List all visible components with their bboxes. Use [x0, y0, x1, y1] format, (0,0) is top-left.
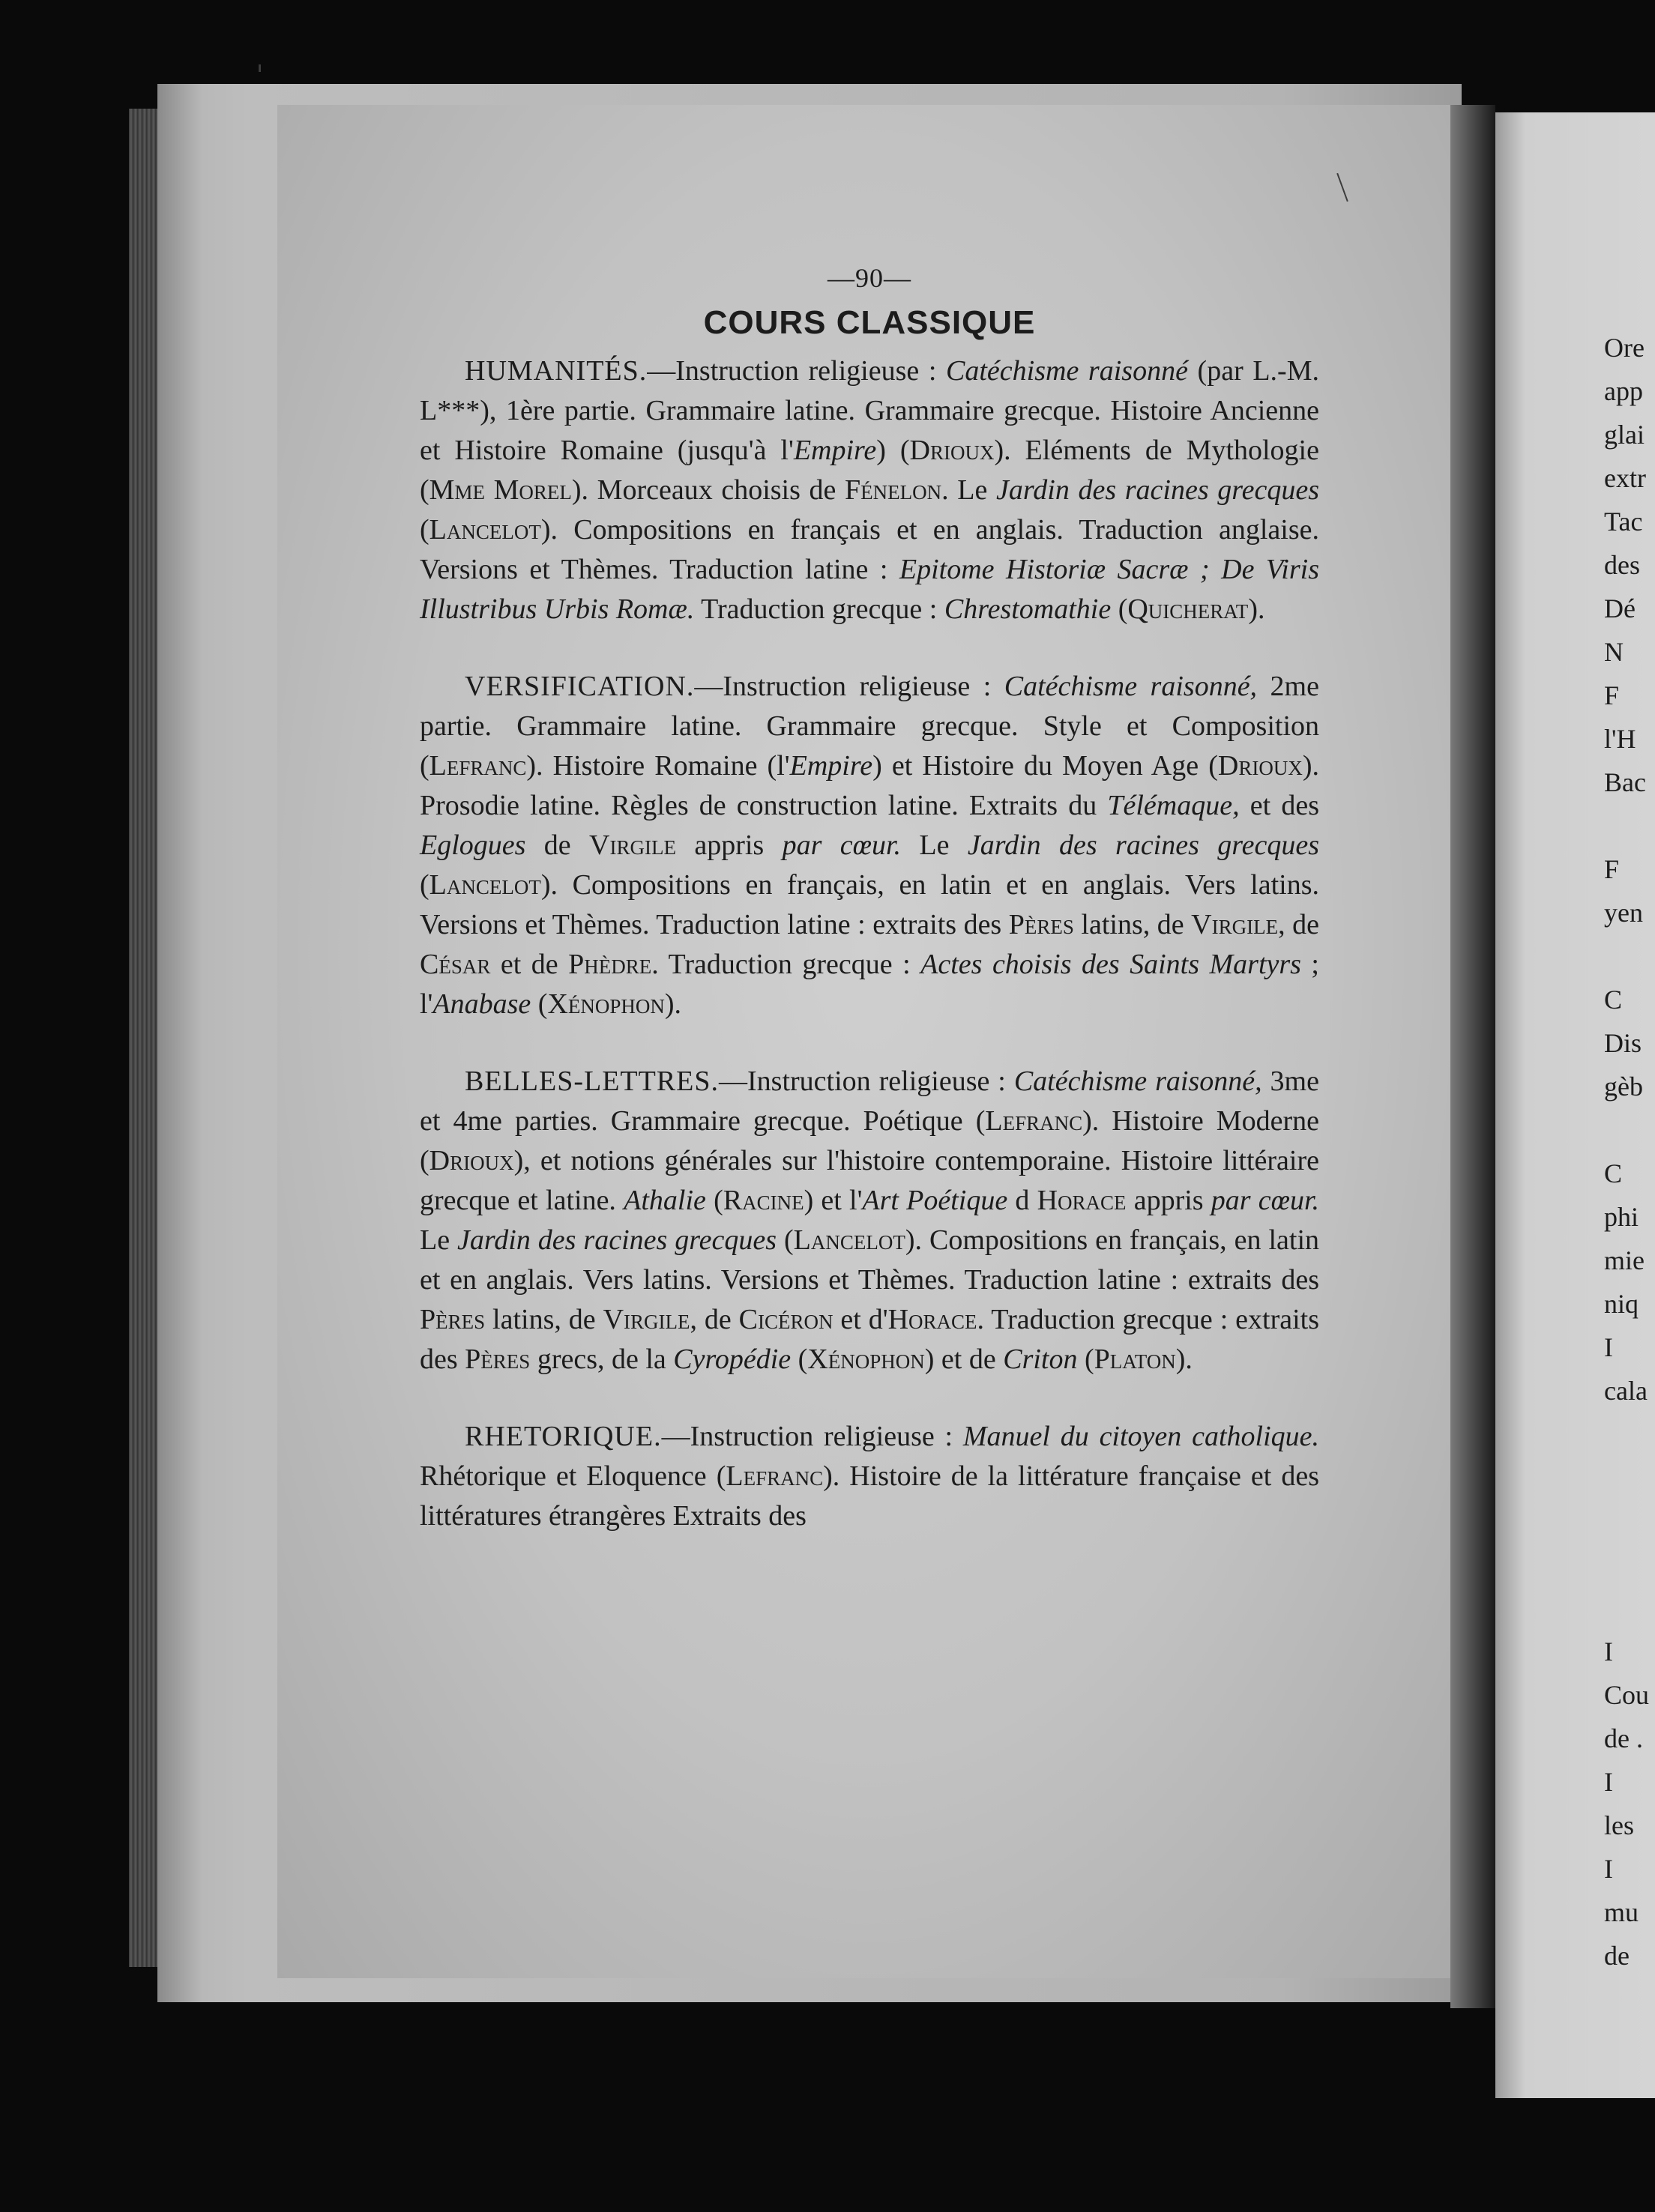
text-segment: ), et notions générales sur l'histoire contemporaine. Histoire littéraire grecque et latine. — [420, 1145, 1319, 1216]
italic-title: Empire — [793, 435, 877, 466]
right-page-line: Ore — [1604, 333, 1645, 363]
text-segment: ). Compositions en français et en anglais. Traduction anglaise. Versions et Thèmes. Traduction latine : — [420, 514, 1319, 585]
author-name: Virgile — [589, 830, 676, 861]
author-name: Quicherat — [1127, 593, 1249, 625]
author-name: Racine — [723, 1185, 804, 1216]
right-page-line: phi — [1604, 1202, 1639, 1232]
right-page-line: cala — [1604, 1376, 1648, 1406]
author-name: Lancelot — [429, 869, 541, 901]
right-page-line: mu — [1604, 1897, 1639, 1927]
italic-title: Epitome Historiæ Sacræ ; De Viris Illustribus Urbis Romæ. — [420, 554, 1319, 625]
italic-title: Art Poétique — [862, 1185, 1008, 1216]
author-name: Horace — [887, 1304, 977, 1335]
right-page-line: Cou — [1604, 1680, 1650, 1710]
italic-title: Télémaque, — [1107, 790, 1240, 821]
right-page-line: I — [1604, 1767, 1613, 1797]
right-page-line: app — [1604, 376, 1643, 406]
book-gutter — [1450, 105, 1495, 2008]
author-name: Drioux — [1217, 750, 1303, 782]
text-segment: , de — [690, 1304, 739, 1335]
right-page-line: glai — [1604, 420, 1645, 450]
right-page-line — [1604, 1456, 1655, 1499]
italic-title: Cyropédie — [673, 1344, 792, 1375]
text-segment: , de — [1278, 909, 1319, 940]
text-segment: appris — [1126, 1185, 1211, 1216]
right-page-line: les — [1604, 1810, 1634, 1840]
text-segment: ( — [531, 988, 548, 1020]
italic-title: par cœur. — [1211, 1185, 1320, 1216]
text-segment: ). Compositions en français, en latin et en anglais. Vers latins. Versions et Thèmes. Traduction latine : extraits des — [420, 1224, 1320, 1296]
paragraphs — [420, 351, 1319, 1536]
italic-title: Criton — [1003, 1344, 1078, 1375]
text-segment: ). Histoire de la littérature française et des littératures étrangères Extraits des — [420, 1460, 1320, 1532]
italic-title: Catéchisme raisonné, — [1004, 671, 1258, 702]
author-name: Pères — [465, 1344, 531, 1375]
text-segment: . Traduction grecque : — [651, 949, 921, 980]
author-name: Drioux — [909, 435, 995, 466]
paragraph-versification — [420, 667, 1319, 1024]
italic-title: Catéchisme raisonné, — [1013, 1066, 1262, 1097]
right-page-line: des — [1604, 550, 1640, 580]
text-segment: Le — [901, 830, 968, 861]
text-segment: ). Histoire Moderne ( — [420, 1105, 1319, 1176]
italic-title: par cœur. — [782, 830, 902, 861]
page-number: —90— — [828, 263, 911, 293]
right-page-line: I — [1604, 1637, 1613, 1666]
italic-title: Jardin des racines grecques — [996, 474, 1320, 506]
text-segment: et d' — [833, 1304, 888, 1335]
text-segment: ( — [705, 1185, 723, 1216]
text-segment: —Instruction religieuse : — [647, 355, 947, 387]
right-page-line — [1604, 804, 1655, 847]
author-name: Virgile — [1191, 909, 1279, 940]
text-segment: . Le — [941, 474, 997, 506]
text-segment: ). Histoire Romaine (l' — [526, 750, 790, 782]
text-segment: —Instruction religieuse : — [719, 1066, 1014, 1097]
text-segment: appris — [675, 830, 783, 861]
text-segment: ). — [1248, 593, 1265, 625]
paragraph-heading: HUMANITÉS. — [465, 355, 648, 387]
text-segment: ). Morceaux choisis de — [571, 474, 845, 506]
author-name: Cicéron — [738, 1304, 833, 1335]
text-segment: ). Compositions en français, en latin et en anglais. Vers latins. Versions et Thèmes. Traduction latine : extraits des — [420, 869, 1319, 940]
text-segment: . Traduction grecque : extraits des — [420, 1304, 1319, 1375]
author-name: Pères — [1008, 909, 1074, 940]
text-segment: ( — [1111, 593, 1128, 625]
text-segment: latins, de — [1073, 909, 1192, 940]
paragraph-rhetorique — [420, 1417, 1319, 1536]
right-page-line: mie — [1604, 1245, 1645, 1275]
text-segment: Rhétorique et Eloquence ( — [420, 1460, 726, 1492]
section-title: COURS CLASSIQUE — [703, 304, 1036, 341]
text-segment: —Instruction religieuse : — [694, 671, 1004, 702]
author-name: Fénelon — [845, 474, 942, 506]
text-segment: ). — [1175, 1344, 1193, 1375]
right-page-line: Dis — [1604, 1028, 1642, 1058]
right-page-line: gèb — [1604, 1072, 1643, 1102]
italic-title: Eglogues — [420, 830, 526, 861]
author-name: Lancelot — [429, 514, 541, 546]
scratch-mark — [259, 64, 261, 72]
right-page-line: extr — [1604, 463, 1646, 493]
text-segment: ; l' — [420, 949, 1319, 1020]
italic-title: Empire — [789, 750, 873, 782]
author-name: Platon — [1094, 1344, 1176, 1375]
author-name: Mme Morel — [429, 474, 572, 506]
italic-title: Actes choisis des Saints Martyrs — [920, 949, 1301, 980]
author-name: Lefranc — [985, 1105, 1083, 1137]
text-segment: Traduction grecque : — [694, 593, 944, 625]
text-segment: ( — [791, 1344, 808, 1375]
right-page-line: Tac — [1604, 507, 1643, 537]
author-name: Drioux — [429, 1145, 514, 1176]
paragraph-heading: BELLES-LETTRES. — [465, 1066, 720, 1097]
right-page-line: de — [1604, 1941, 1630, 1971]
italic-title: Catéchisme raisonné — [946, 355, 1188, 387]
right-page-line: de . — [1604, 1723, 1643, 1753]
right-page-line — [1604, 934, 1655, 978]
paragraph-heading: RHETORIQUE. — [465, 1421, 662, 1452]
paragraph-belles-lettres — [420, 1062, 1319, 1380]
text-segment: ) et l' — [804, 1185, 863, 1216]
right-page-line: N — [1604, 637, 1624, 667]
right-page-text-fragments — [1604, 326, 1655, 1977]
author-name: César — [420, 949, 491, 980]
text-segment: grecs, de la — [530, 1344, 674, 1375]
author-name: Lefranc — [726, 1460, 824, 1492]
right-page-line: C — [1604, 1158, 1623, 1188]
italic-title: Jardin des racines grecques — [967, 830, 1320, 861]
paragraph-heading: VERSIFICATION. — [465, 671, 695, 702]
text-segment: et des — [1239, 790, 1319, 821]
text-segment: (par L.-M. L***), 1ère partie. Grammaire latine. Grammaire grecque. Histoire Ancienne et Histoire Romaine (jusqu'à l' — [420, 355, 1319, 466]
text-segment: d — [1007, 1185, 1037, 1216]
italic-title: Jardin des racines grecques — [457, 1224, 777, 1256]
author-name: Lancelot — [793, 1224, 905, 1256]
text-segment: ( — [420, 514, 429, 546]
author-name: Phèdre — [568, 949, 652, 980]
text-segment: ). Prosodie latine. Règles de construction latine. Extraits du — [420, 750, 1319, 821]
right-page-line: F — [1604, 854, 1620, 884]
author-name: Pères — [420, 1304, 486, 1335]
right-page-line: I — [1604, 1332, 1613, 1362]
main-text-column — [420, 259, 1319, 1574]
author-name: Lefranc — [429, 750, 527, 782]
right-page-line — [1604, 1543, 1655, 1586]
text-segment: ) et de — [924, 1344, 1004, 1375]
right-page-line — [1604, 1586, 1655, 1630]
italic-title: Manuel du citoyen catholique. — [962, 1421, 1319, 1452]
text-segment: ( — [420, 869, 429, 901]
text-segment: ). — [664, 988, 682, 1020]
text-segment: ). Eléments de Mythologie ( — [420, 435, 1319, 506]
text-segment: 3me et 4me parties. Grammaire grecque. Poétique ( — [420, 1066, 1319, 1137]
right-page-line: F — [1604, 680, 1620, 710]
right-page-line: I — [1604, 1854, 1613, 1884]
text-segment: —Instruction religieuse : — [661, 1421, 963, 1452]
right-page-line — [1604, 1108, 1655, 1152]
right-page-line: C — [1604, 985, 1623, 1015]
author-name: Xénophon — [547, 988, 665, 1020]
text-segment: 2me partie. Grammaire latine. Grammaire grecque. Style et Composition ( — [420, 671, 1319, 782]
italic-title: Anabase — [432, 988, 531, 1020]
italic-title: Chrestomathie — [944, 593, 1112, 625]
right-page-line: l'H — [1604, 724, 1636, 754]
right-page-line — [1604, 1499, 1655, 1543]
text-segment: latins, de — [485, 1304, 603, 1335]
author-name: Horace — [1037, 1185, 1127, 1216]
text-segment: ) et Histoire du Moyen Age ( — [872, 750, 1218, 782]
author-name: Xénophon — [807, 1344, 925, 1375]
right-page-line — [1604, 1412, 1655, 1456]
text-segment: et de — [490, 949, 569, 980]
text-segment: ) ( — [876, 435, 910, 466]
author-name: Virgile — [603, 1304, 690, 1335]
right-page-line: yen — [1604, 898, 1643, 928]
text-segment: Le — [420, 1224, 458, 1256]
text-segment: ( — [777, 1224, 794, 1256]
text-segment: ( — [1077, 1344, 1094, 1375]
right-page-line: niq — [1604, 1289, 1639, 1319]
right-page-line: Dé — [1604, 593, 1636, 623]
italic-title: Athalie — [624, 1185, 706, 1216]
paragraph-humanites — [420, 351, 1319, 629]
right-page-line: Bac — [1604, 767, 1646, 797]
text-segment: de — [525, 830, 590, 861]
